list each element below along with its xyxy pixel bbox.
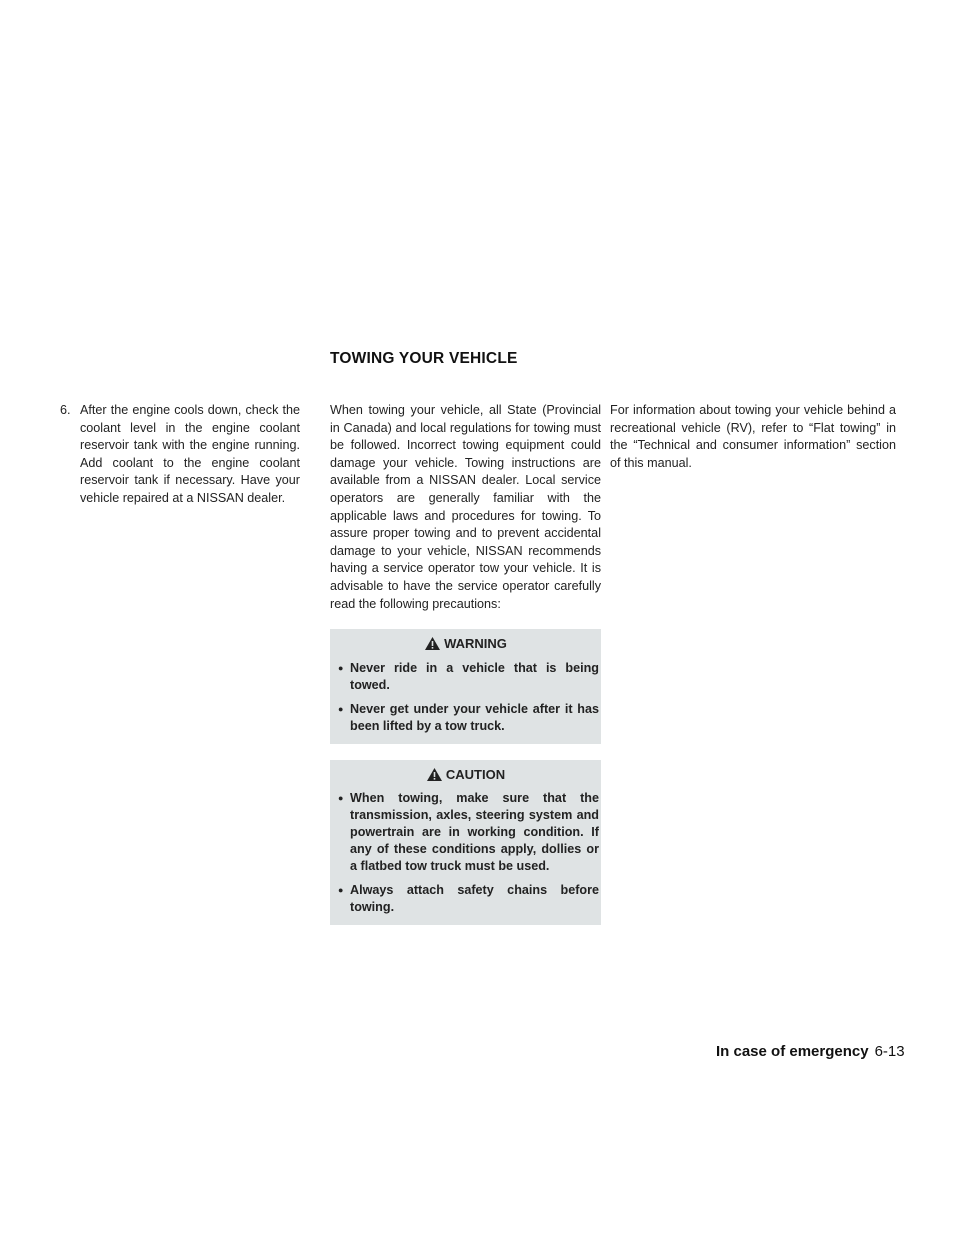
caution-list-item [338, 790, 601, 875]
bullet-icon: ● [338, 885, 344, 896]
bullet-icon: ● [338, 703, 344, 714]
warning-list-item [338, 660, 601, 694]
warning-box [330, 629, 601, 744]
bullet-icon: ● [338, 662, 344, 673]
flat-towing-reference-paragraph: For information about towing your vehicle behind a recreational vehicle (RV), refer to “Flat towing” in the “Technical and consumer information” section of this manual. [610, 403, 896, 470]
towing-intro-paragraph: When towing your vehicle, all State (Provincial in Canada) and local regulations for towing must be followed. Incorrect towing equipment could damage your vehicle. Towing instructions are available from a NISSAN dealer. Local service operators are generally familiar with the applicable laws and procedures for towing. To assure proper towing and to prevent accidental damage to your vehicle, NISSAN recommends having a service operator tow your vehicle. It is advisable to have the service operator carefully read the following precautions: [330, 403, 601, 611]
step-text: After the engine cools down, check the coolant level in the engine coolant reservoir tank with the engine running. Add coolant to the engine coolant reservoir tank if necessary. Have your vehicle repaired at a NISSAN dealer. [80, 403, 300, 505]
caution-triangle-icon [426, 767, 443, 782]
column-right [610, 402, 896, 472]
warning-heading-text: WARNING [444, 636, 507, 652]
caution-heading [330, 766, 601, 791]
bullet-icon: ● [338, 793, 344, 804]
warning-list-item [338, 701, 601, 735]
page-footer [716, 1043, 905, 1060]
warning-item-text: Never get under your vehicle after it has been lifted by a tow truck. [350, 701, 599, 733]
warning-triangle-icon [424, 636, 441, 651]
footer-chapter-title: In case of emergency [716, 1043, 869, 1060]
page-number: 6-13 [874, 1043, 905, 1060]
caution-item-text: Always attach safety chains before towing. [350, 883, 599, 915]
section-title: TOWING YOUR VEHICLE [330, 350, 518, 367]
caution-item-text: When towing, make sure that the transmission, axles, steering system and powertrain are in working condition. If any of these conditions apply, dollies or a flatbed tow truck must be used. [350, 791, 599, 874]
caution-list-item [338, 882, 601, 916]
caution-box [330, 760, 601, 926]
caution-list [330, 790, 601, 916]
step-number: 6. [60, 403, 71, 417]
warning-item-text: Never ride in a vehicle that is being towed. [350, 660, 599, 692]
warning-heading [330, 635, 601, 660]
step-item [60, 402, 300, 508]
caution-heading-text: CAUTION [445, 766, 506, 782]
warning-list [330, 660, 601, 735]
column-middle [330, 402, 601, 925]
